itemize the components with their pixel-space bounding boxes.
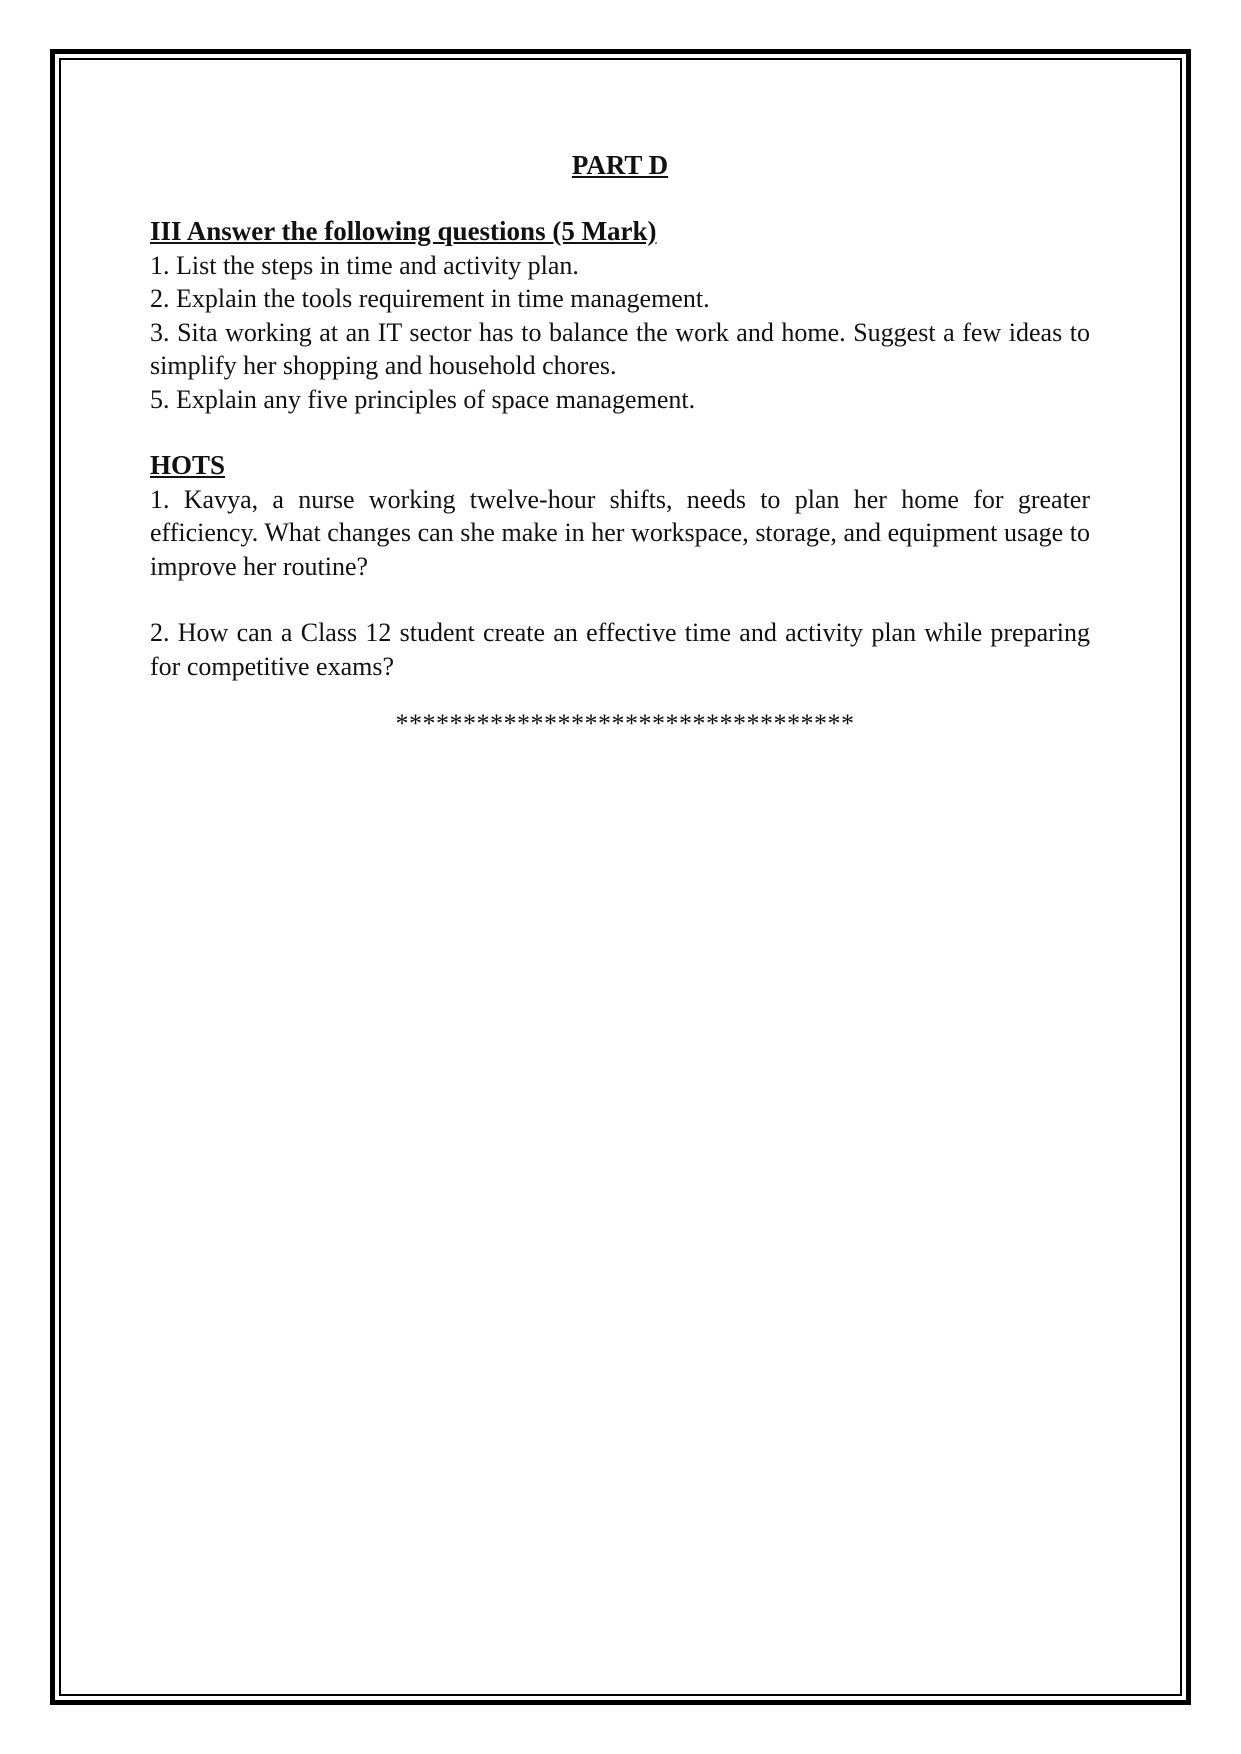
page-content <box>150 148 1090 767</box>
hots-question-item: 2. How can a Class 12 student create an effective time and activity plan while preparing for competitive exams? <box>150 618 1090 681</box>
part-title: PART D <box>571 150 669 180</box>
question-item: 2. Explain the tools requirement in time management. <box>150 284 710 313</box>
question-item: 1. List the steps in time and activity plan. <box>150 250 579 280</box>
end-marker: ********************************** <box>395 709 855 738</box>
hots-question-item: 1. Kavya, a nurse working twelve-hour shifts, needs to plan her home for greater efficiency. What changes can she make in her workspace, storage, and equipment usage to improve her routine? <box>150 484 1090 581</box>
section-heading-hots: HOTS <box>150 450 226 480</box>
spacer <box>150 416 1090 449</box>
question-item: 3. Sita working at an IT sector has to balance the work and home. Suggest a few ideas to simplify her shopping and household chores. <box>150 317 1090 380</box>
question-item: 5. Explain any five principles of space management. <box>150 384 696 414</box>
spacer <box>150 583 1090 616</box>
section-heading-answer-questions: III Answer the following questions (5 Mark) <box>150 216 657 246</box>
